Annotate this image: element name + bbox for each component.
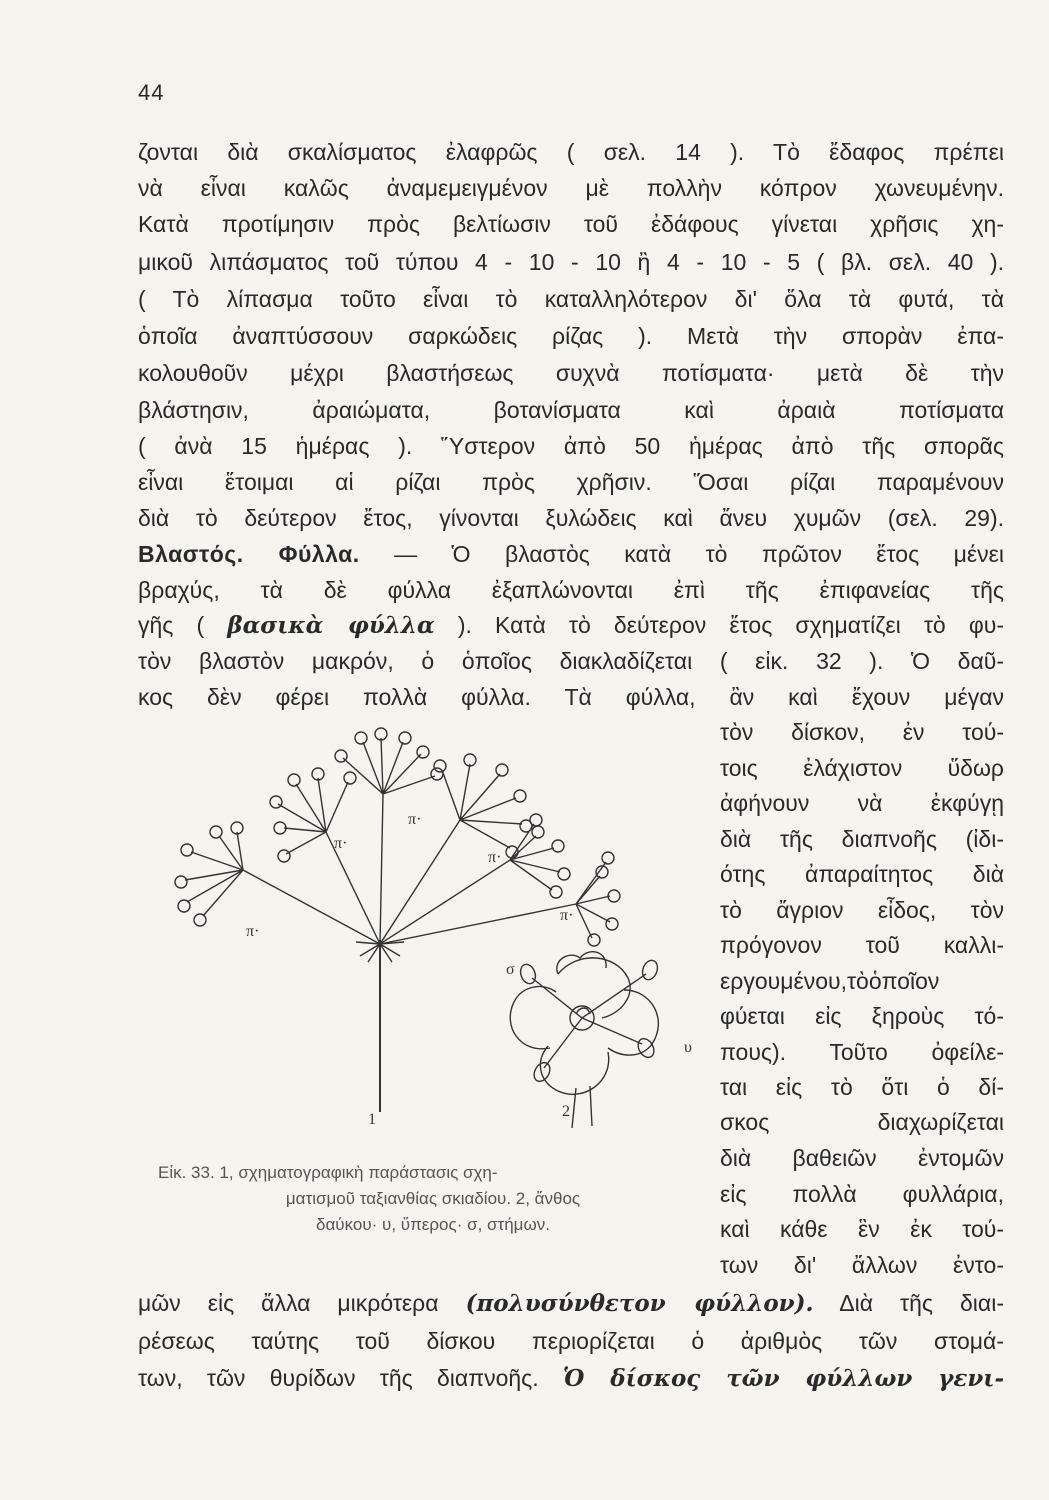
emphasis-term: (πολυσύνθετον φύλλον). [465,1290,814,1317]
text-line: μικοῦ λιπάσματος τοῦ τύπου 4 - 10 - 10 ἢ 4 - 10 - 5 ( βλ. σελ. 40 ). [138,249,1004,275]
text-line: Κατὰ προτίμησιν πρὸς βελτίωσιν τοῦ ἐδάφους γίνεται χρῆσις χη- [138,211,1004,237]
text-line: ται εἰς τὸ ὅτι ὁ δί- [720,1074,1004,1100]
umbel-diagram [175,728,620,1128]
text-line [138,609,1004,641]
emphasis-term: Ὁ δίσκος τῶν φύλλων γενι- [562,1365,1004,1392]
text-line: ( Τὸ λίπασμα τοῦτο εἶναι τὸ καταλληλότερον δι' ὅλα τὰ φυτά, τὰ [138,286,1004,312]
figure-label: 1 [368,1111,376,1128]
text-line: εἰς πολλὰ φυλλάρια, [720,1181,1004,1207]
text-line: φύεται εἰς ξηροὺς τό- [720,1003,1004,1029]
text-span: γῆς ( [138,612,228,638]
text-line: κολουθοῦν μέχρι βλαστήσεως συχνὰ ποτίσματα· μετὰ δὲ τὴν [138,360,1004,386]
text-line: νὰ εἶναι καλῶς ἀναμεμειγμένον μὲ πολλὴν κόπρον χωνευμένην. [138,175,1004,201]
text-line: ( ἀνὰ 15 ἡμέρας ). Ὕστερον ἀπὸ 50 ἡμέρας ἀπὸ τῆς σπορᾶς [138,433,1004,459]
text-line: ἀφήνουν νὰ ἐκφύγῃ [720,790,1004,816]
figure-illustration [158,712,718,1132]
text-line: ὁποῖα ἀναπτύσσουν σαρκώδεις ρίζας ). Μετὰ τὴν σπορὰν ἐπα- [138,323,1004,349]
text-line: των δι' ἄλλων ἐντο- [720,1252,1004,1278]
text-span: μῶν εἰς ἄλλα μικρότερα [138,1290,466,1316]
text-line: ζονται διὰ σκαλίσματος ἐλαφρῶς ( σελ. 14 ). Τὸ ἔδαφος πρέπει [138,139,1004,165]
page-number: 44 [138,80,165,105]
text-span: των, τῶν θυρίδων τῆς διαπνοῆς. [138,1365,563,1391]
text-span: ). Κατὰ τὸ δεύτερον ἔτος σχηματίζει τὸ φυ- [434,612,1004,638]
figure-label: π· [488,849,502,866]
text-line [138,1287,1004,1319]
figure-label: υ [684,1039,692,1056]
section-heading: Βλαστός. Φύλλα. [138,541,360,567]
text-line: ρέσεως ταύτης τοῦ δίσκου περιορίζεται ὁ ἀριθμὸς τῶν στομά- [138,1328,1004,1354]
text-line: ότης ἀπαραίτητος διὰ [720,861,1004,887]
text-span: Διὰ τῆς διαι- [813,1290,1004,1316]
text-line: εἶναι ἕτοιμαι αἱ ρίζαι πρὸς χρῆσιν. Ὅσαι ρίζαι παραμένουν [138,469,1004,495]
text-line: βλάστησιν, ἀραιώματα, βοτανίσματα καὶ ἀραιὰ ποτίσματα [138,397,1004,423]
text-line: τὸν βλαστὸν μακρόν, ὁ ὁποῖος διακλαδίζεται ( εἰκ. 32 ). Ὁ δαῦ- [138,648,1004,674]
emphasis-term: βασικὰ φύλλα [227,612,435,639]
text-span: — Ὁ βλαστὸς κατὰ τὸ πρῶτον ἔτος μένει [359,541,1004,567]
text-line: διὰ βαθειῶν ἐντομῶν [720,1145,1004,1171]
text-line: πρόγονον τοῦ καλλι- [720,932,1004,958]
carrot-flower-diagram [506,952,692,1128]
figure-label: π· [246,923,260,940]
text-line: εργουμένου,τὸὁποῖον [720,968,940,994]
caption-line: Εἰκ. 33. 1, σχηματογραφικὴ παράστασις σχη- [158,1163,498,1182]
text-line [138,538,1004,570]
figure-caption [158,1160,708,1238]
figure-label: σ [506,961,515,978]
text-line: διὰ τῆς διαπνοῆς (ἰδι- [720,826,1004,852]
text-line: τοις ἐλάχιστον ὕδωρ [720,755,1004,781]
figure-label: π· [334,835,348,852]
text-line: καὶ κάθε ἓν ἐκ τού- [720,1216,1004,1242]
text-line: τὸν δίσκον, ἐν τού- [720,719,1004,745]
text-line: βραχύς, τὰ δὲ φύλλα ἐξαπλώνονται ἐπὶ τῆς ἐπιφανείας τῆς [138,577,1004,603]
text-line: σκος διαχωρίζεται [720,1109,1004,1135]
umbel-drawing [158,712,718,1132]
text-line [138,1362,1004,1394]
text-line: κος δὲν φέρει πολλὰ φύλλα. Τὰ φύλλα, ἂν καὶ ἔχουν μέγαν [138,684,1004,710]
figure-label: π· [560,907,574,924]
text-line: πους). Τοῦτο ὀφείλε- [720,1039,1004,1065]
text-line: τὸ ἄγριον εἶδος, τὸν [720,897,1004,923]
figure-label: 2 [562,1103,570,1120]
figure-label: π· [408,811,422,828]
caption-line: δαύκου· υ, ὕπερος· σ, στήμων. [316,1215,550,1234]
caption-line: ματισμοῦ ταξιανθίας σκιαδίου. 2, ἄνθος [285,1189,581,1208]
text-line: διὰ τὸ δεύτερον ἔτος, γίνονται ξυλώδεις καὶ ἄνευ χυμῶν (σελ. 29). [138,505,1004,531]
